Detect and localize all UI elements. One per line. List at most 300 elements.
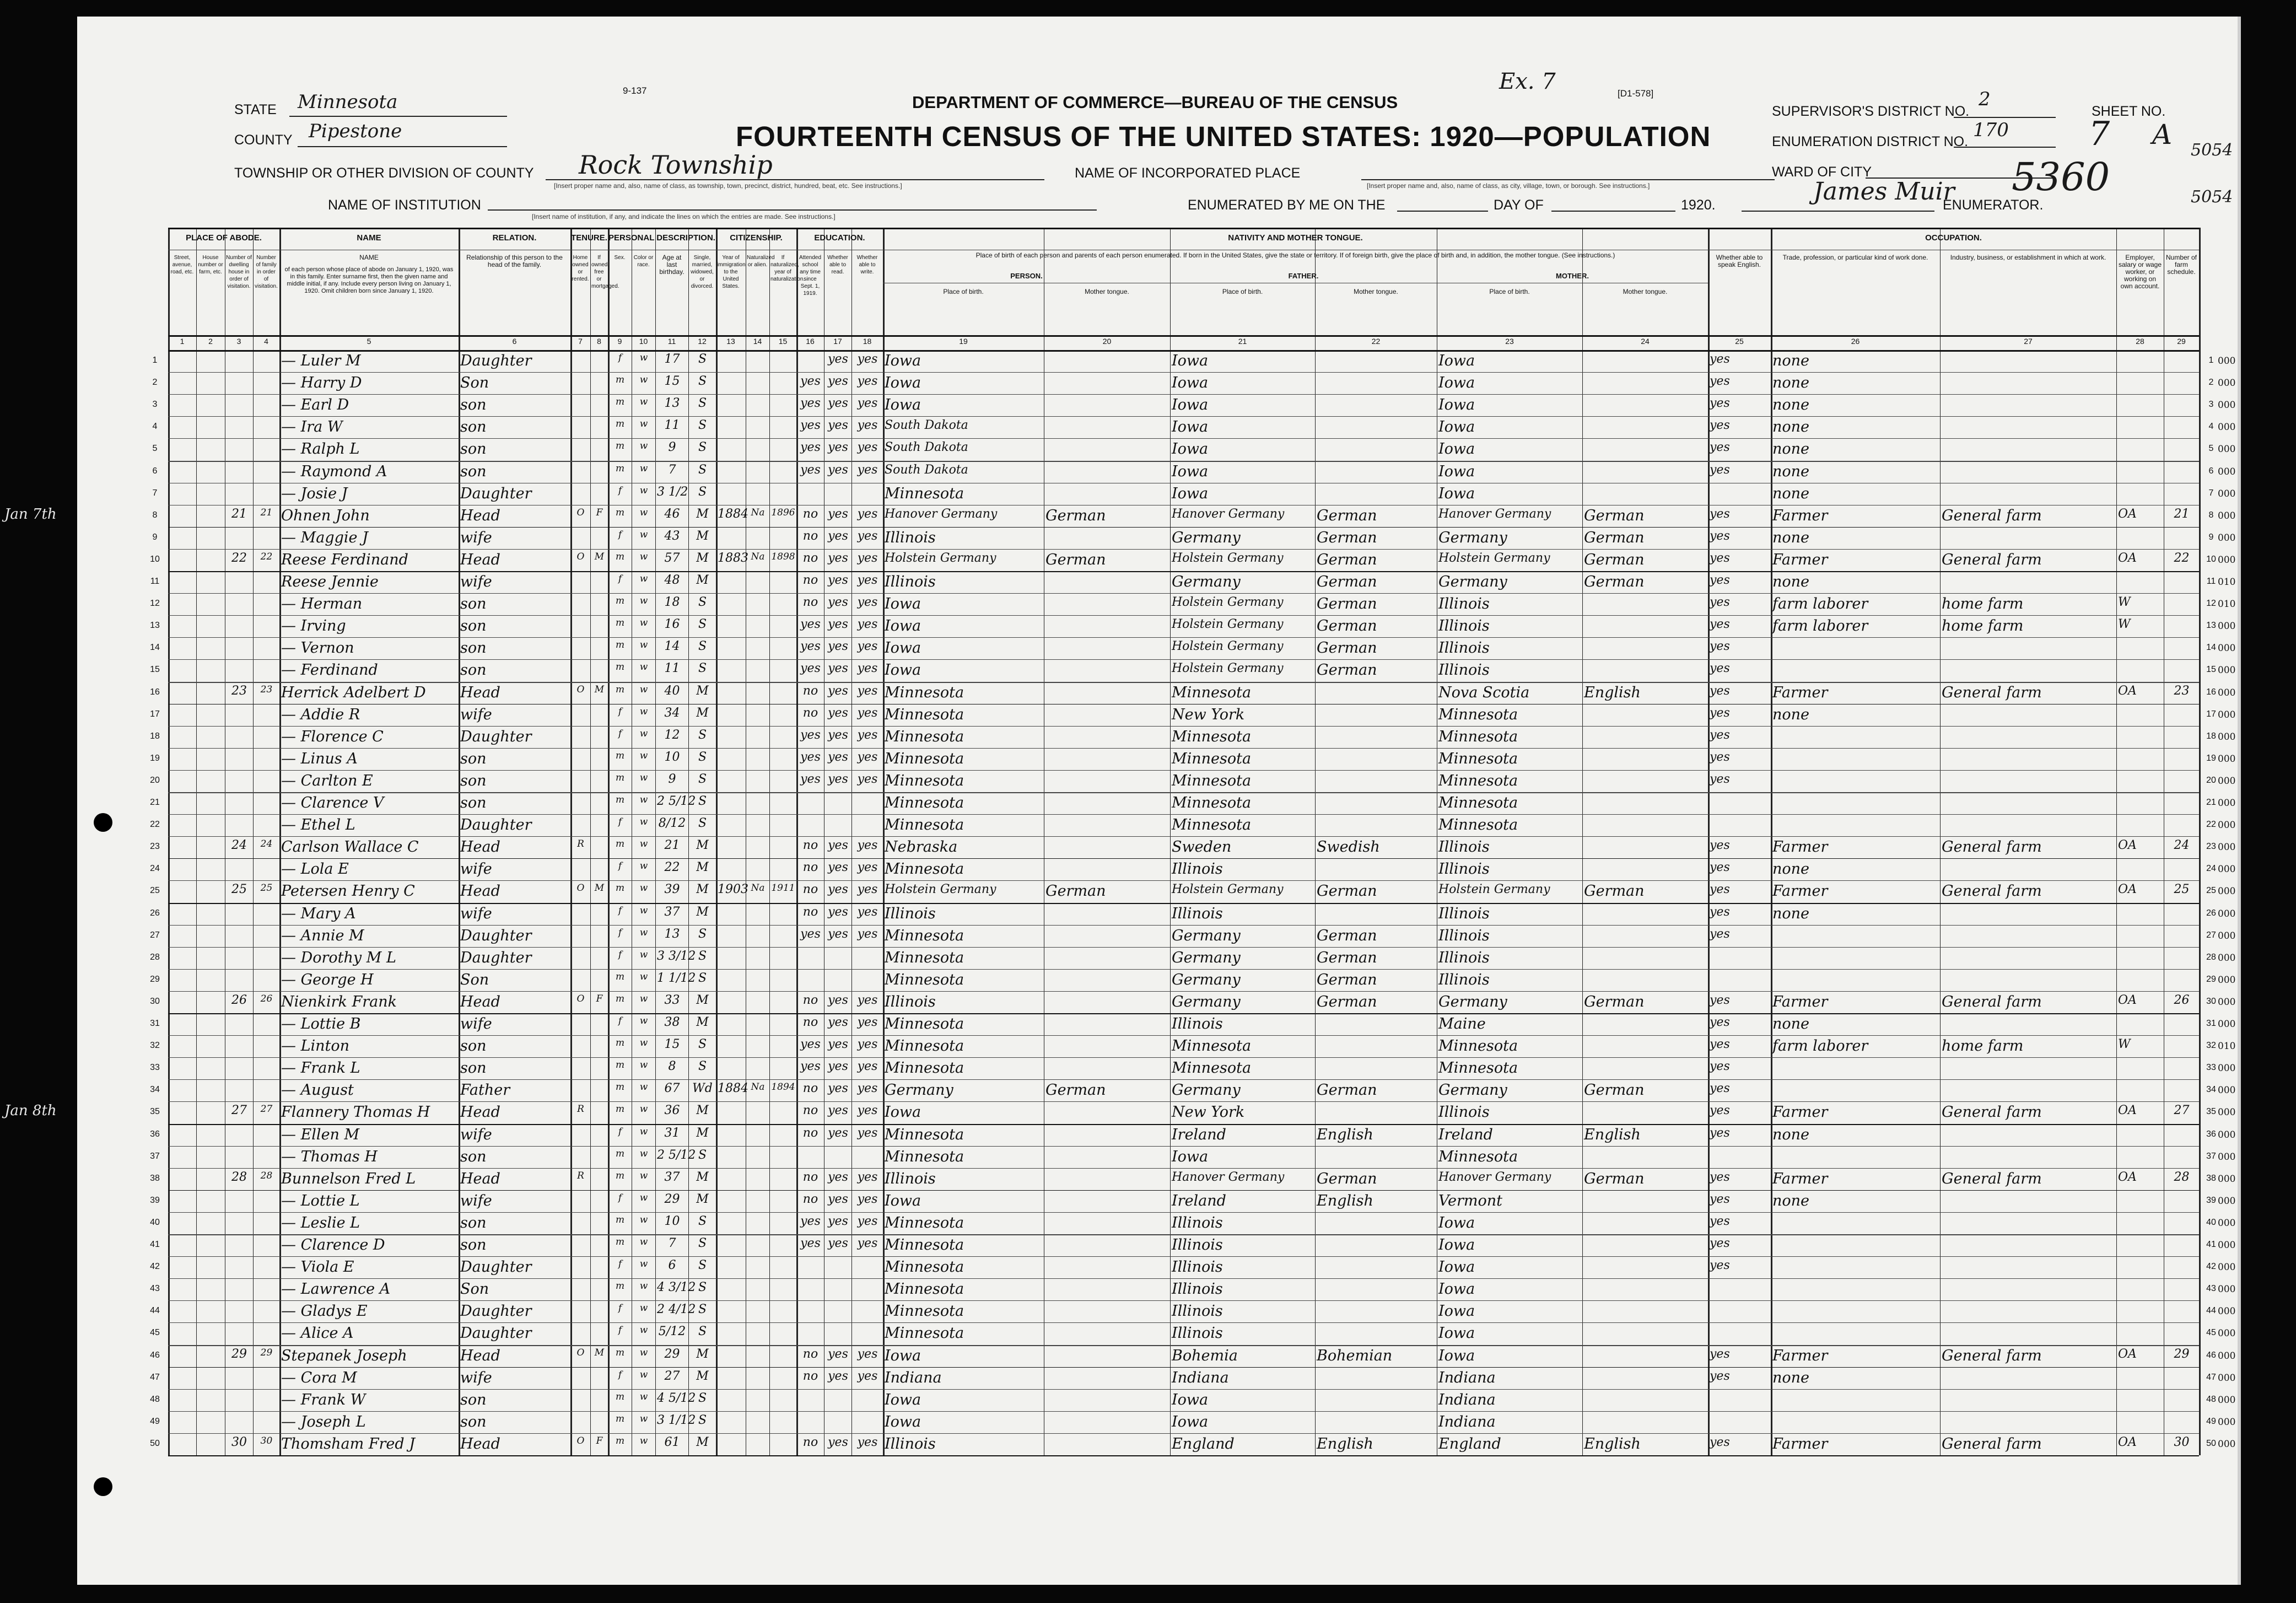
cell-pob: Iowa xyxy=(885,1104,921,1121)
cell-race: w xyxy=(639,860,648,872)
cell-eng: yes xyxy=(1710,1015,1730,1029)
column-number: 13 xyxy=(726,337,735,346)
row-divider xyxy=(168,880,2199,881)
cell-mpob: Germany xyxy=(1438,573,1507,590)
cell-trade: farm laborer xyxy=(1772,617,1868,634)
cell-ms: S xyxy=(698,661,707,675)
column-divider xyxy=(716,228,718,1455)
column-number: 2 xyxy=(208,337,213,346)
row-divider xyxy=(168,1322,2199,1323)
incorporated-note: [Insert proper name and, also, name of class, as city, village, town, or borough. See instructions.] xyxy=(1367,182,1650,190)
cell-ind: home farm xyxy=(1942,1037,2024,1055)
cell-name: Nienkirk Frank xyxy=(281,993,397,1010)
cell-ms: S xyxy=(698,639,707,653)
cell-age: 10 xyxy=(664,1214,680,1228)
cell-name: — Florence C xyxy=(281,728,384,745)
row-number: 25 xyxy=(2206,886,2216,895)
cell-eng: yes xyxy=(1710,1170,1730,1184)
cell-age: 13 xyxy=(664,927,680,941)
cell-age: 46 xyxy=(664,507,680,521)
cell-sch: no xyxy=(802,1435,818,1449)
column-divider xyxy=(196,228,197,1455)
row-divider xyxy=(168,593,2199,594)
cell-name: — Harry D xyxy=(281,374,362,391)
cell-pob: Minnesota xyxy=(885,1214,964,1231)
cell-rel: Daughter xyxy=(460,816,532,833)
right-margin-figure: 000 xyxy=(2218,1373,2236,1384)
cell-ms: S xyxy=(698,1037,707,1051)
cell-eng: yes xyxy=(1710,772,1730,786)
cell-sex: m xyxy=(615,1059,625,1071)
cell-name: Petersen Henry C xyxy=(281,883,415,900)
cell-rel: Head xyxy=(460,1347,500,1364)
cell-mpob: Minnesota xyxy=(1438,750,1518,767)
cell-sex: f xyxy=(618,706,622,717)
cell-dw: 29 xyxy=(231,1347,247,1361)
cell-dw: 30 xyxy=(231,1435,247,1449)
cell-sex: f xyxy=(618,573,622,584)
cell-pob: Minnesota xyxy=(885,485,964,502)
cell-write: yes xyxy=(857,706,878,720)
cell-ind: home farm xyxy=(1942,595,2024,612)
cell-fpob: Illinois xyxy=(1172,1303,1223,1320)
cell-age: 40 xyxy=(664,684,680,698)
cell-age: 27 xyxy=(664,1369,680,1383)
cell-rel: son xyxy=(460,1059,487,1077)
cell-mpob: Illinois xyxy=(1438,595,1490,612)
cell-eng: yes xyxy=(1710,352,1730,366)
cell-mpob: Illinois xyxy=(1438,617,1490,634)
cell-sch: no xyxy=(802,573,818,587)
cell-race: w xyxy=(639,750,648,761)
cell-sex: m xyxy=(615,1281,625,1292)
cell-emp: OA xyxy=(2118,1104,2137,1117)
cell-farm: 30 xyxy=(2174,1435,2190,1449)
group-header: EDUCATION. xyxy=(814,233,865,243)
row-divider xyxy=(168,1168,2199,1169)
cell-mtongue: German xyxy=(1584,573,1645,590)
cell-write: yes xyxy=(857,352,878,366)
row-divider xyxy=(168,991,2199,992)
cell-emp: W xyxy=(2118,1037,2131,1051)
cell-sex: m xyxy=(615,794,625,805)
row-number: 22 xyxy=(150,820,160,829)
row-divider xyxy=(168,1190,2199,1191)
township-line xyxy=(546,179,1044,180)
cell-ms: S xyxy=(698,1214,707,1228)
cell-fpob: Germany xyxy=(1172,1082,1241,1099)
incorporated-label: NAME OF INCORPORATED PLACE xyxy=(1075,165,1301,181)
cell-write: yes xyxy=(857,617,878,631)
census-table xyxy=(150,228,2236,1534)
cell-read: yes xyxy=(828,595,848,609)
cell-mpob: Iowa xyxy=(1438,463,1475,480)
row-divider xyxy=(168,1389,2199,1390)
cell-sex: m xyxy=(615,551,625,562)
column-header: If owned, free or mortgaged. xyxy=(591,255,619,289)
cell-name: — Herman xyxy=(281,595,363,612)
cell-trade: Farmer xyxy=(1772,1435,1828,1453)
row-number: 11 xyxy=(150,577,160,586)
cell-pob: Minnesota xyxy=(885,1059,964,1077)
row-number: 6 xyxy=(152,466,158,476)
cell-rel: Daughter xyxy=(460,1258,532,1276)
cell-mpob: Iowa xyxy=(1438,374,1475,391)
cell-age: 38 xyxy=(664,1015,680,1029)
row-number: 35 xyxy=(150,1107,160,1116)
row-divider xyxy=(168,1455,2199,1456)
row-number: 48 xyxy=(2206,1395,2216,1404)
cell-read: yes xyxy=(828,860,848,874)
row-divider xyxy=(168,748,2199,749)
cell-sex: m xyxy=(615,1214,625,1225)
cell-mtongue: English xyxy=(1584,684,1641,701)
cell-eng: yes xyxy=(1710,1059,1730,1073)
cell-own: R xyxy=(577,838,584,849)
sheet-label: SHEET NO. xyxy=(2092,104,2166,119)
cell-name: — Addie R xyxy=(281,706,360,723)
cell-sch: yes xyxy=(800,418,821,432)
cell-rel: Head xyxy=(460,507,500,524)
cell-rel: Head xyxy=(460,1170,500,1187)
column-divider xyxy=(688,228,689,1455)
cell-mpob: Minnesota xyxy=(1438,706,1518,723)
cell-imm: 1884 xyxy=(718,1082,748,1095)
cell-pob: Nebraska xyxy=(885,838,958,856)
cell-ms: M xyxy=(696,1104,709,1117)
cell-eng: yes xyxy=(1710,374,1730,388)
row-divider xyxy=(168,394,2199,395)
right-margin-figure: 000 xyxy=(2218,466,2236,477)
cell-pob: Iowa xyxy=(885,1413,921,1430)
cell-ms: S xyxy=(698,1236,707,1250)
cell-fpob: Germany xyxy=(1172,529,1241,546)
cell-name: — Raymond A xyxy=(281,463,387,480)
cell-pob: Minnesota xyxy=(885,860,964,878)
cell-write: yes xyxy=(857,661,878,675)
cell-ind: home farm xyxy=(1942,617,2024,634)
right-margin-figure: 000 xyxy=(2218,1174,2236,1185)
cell-name: — Josie J xyxy=(281,485,348,502)
column-header: Color or race. xyxy=(633,255,654,268)
cell-rel: son xyxy=(460,1413,487,1430)
cell-read: yes xyxy=(828,1435,848,1449)
cell-trade: none xyxy=(1772,463,1810,480)
cell-natyr: 1911 xyxy=(771,883,795,894)
cell-mpob: Illinois xyxy=(1438,860,1490,878)
row-number: 15 xyxy=(150,665,160,674)
cell-sex: m xyxy=(615,396,625,407)
cell-pob: Minnesota xyxy=(885,1037,964,1055)
cell-read: yes xyxy=(828,1015,848,1029)
cell-rel: son xyxy=(460,418,487,435)
column-header: If naturalized, year of naturalization. xyxy=(770,255,805,282)
cell-mpob: Minnesota xyxy=(1438,1148,1518,1165)
row-number: 25 xyxy=(150,886,160,895)
cell-mpob: Minnesota xyxy=(1438,772,1518,789)
name-instructions: of each person whose place of abode on January 1, 1920, was in this family. Enter surname first, then the given name and middle initial, if any. Include every person living on January 1, 1920. Omit children born since January 1, 1920. xyxy=(284,266,454,294)
cell-race: w xyxy=(639,1059,648,1071)
cell-sch: yes xyxy=(800,374,821,388)
right-margin-figure: 000 xyxy=(2218,731,2236,743)
cell-name: — Linton xyxy=(281,1037,350,1055)
column-number: 27 xyxy=(2024,337,2033,346)
cell-sex: f xyxy=(618,352,622,363)
cell-age: 39 xyxy=(664,883,680,896)
cell-sex: m xyxy=(615,1170,625,1181)
cell-read: yes xyxy=(828,772,848,786)
cell-farm: 25 xyxy=(2174,883,2190,896)
cell-nat: Na xyxy=(751,883,765,894)
cell-sex: m xyxy=(615,1236,625,1247)
cell-age: 5/12 xyxy=(658,1325,686,1338)
ward-label: WARD OF CITY xyxy=(1772,164,1872,180)
cell-write: yes xyxy=(857,1170,878,1184)
cell-mort: M xyxy=(594,551,605,562)
top-mark: Ex. 7 xyxy=(1499,69,1556,94)
cell-read: yes xyxy=(828,1192,848,1206)
cell-sex: m xyxy=(615,684,625,695)
cell-mpob: Holstein Germany xyxy=(1438,551,1550,565)
cell-pob: Illinois xyxy=(885,1170,936,1187)
column-number: 6 xyxy=(512,337,517,346)
cell-fpob: Iowa xyxy=(1172,374,1209,391)
right-margin-figure: 000 xyxy=(2218,1129,2236,1141)
right-margin-figure: 000 xyxy=(2218,908,2236,919)
cell-trade: none xyxy=(1772,374,1810,391)
cell-eng: yes xyxy=(1710,1258,1730,1272)
group-header: RELATION. xyxy=(492,233,537,243)
cell-ftongue: German xyxy=(1317,993,1377,1010)
cell-read: yes xyxy=(828,352,848,366)
right-margin-figure: 000 xyxy=(2218,754,2236,765)
cell-age: 31 xyxy=(664,1126,680,1140)
cell-dw: 23 xyxy=(231,684,247,698)
cell-age: 18 xyxy=(664,595,680,609)
row-divider xyxy=(168,659,2199,660)
cell-nat: Na xyxy=(751,507,765,518)
stamp-number: 5360 xyxy=(2012,154,2110,200)
row-number: 37 xyxy=(150,1152,160,1161)
cell-sch: no xyxy=(802,905,818,919)
cell-name: Flannery Thomas H xyxy=(281,1104,430,1121)
cell-pob: Iowa xyxy=(885,617,921,634)
cell-pob: Minnesota xyxy=(885,1303,964,1320)
cell-write: yes xyxy=(857,1192,878,1206)
cell-race: w xyxy=(639,838,648,849)
cell-ms: M xyxy=(696,1015,709,1029)
column-number: 16 xyxy=(806,337,815,346)
cell-write: yes xyxy=(857,927,878,941)
cell-read: yes xyxy=(828,750,848,764)
cell-mpob: Illinois xyxy=(1438,1104,1490,1121)
row-number: 34 xyxy=(150,1085,160,1094)
column-number: 15 xyxy=(778,337,788,346)
cell-ind: General farm xyxy=(1942,684,2042,701)
cell-dw: 22 xyxy=(231,551,247,565)
row-divider xyxy=(168,549,2199,550)
county-value: Pipestone xyxy=(309,120,402,142)
cell-rel: wife xyxy=(460,1015,492,1032)
cell-dw: 25 xyxy=(231,883,247,896)
cell-mort: M xyxy=(594,883,605,894)
right-margin-figure: 000 xyxy=(2218,1417,2236,1428)
cell-ms: S xyxy=(698,1413,707,1427)
cell-write: yes xyxy=(857,1435,878,1449)
cell-eng: yes xyxy=(1710,728,1730,742)
nativity-subheader: FATHER. xyxy=(1288,272,1319,280)
row-number: 5 xyxy=(2208,444,2214,453)
cell-race: w xyxy=(639,1391,648,1402)
right-margin-figure: 000 xyxy=(2218,842,2236,853)
cell-sch: yes xyxy=(800,617,821,631)
cell-trade: none xyxy=(1772,905,1810,922)
cell-fpob: Illinois xyxy=(1172,1258,1223,1276)
cell-ms: M xyxy=(696,883,709,896)
cell-name: — Ellen M xyxy=(281,1126,360,1143)
year-label: 1920. xyxy=(1681,197,1716,213)
row-divider xyxy=(168,1101,2199,1102)
cell-read: yes xyxy=(828,661,848,675)
cell-sex: m xyxy=(615,1391,625,1402)
row-number: 26 xyxy=(2206,908,2216,918)
cell-eng: yes xyxy=(1710,993,1730,1007)
cell-natyr: 1896 xyxy=(771,507,795,518)
cell-sex: f xyxy=(618,927,622,938)
row-divider xyxy=(168,1124,2199,1125)
cell-sch: yes xyxy=(800,927,821,941)
column-header: Attended school any time since Sept. 1, 1919. xyxy=(799,255,822,297)
cell-write: yes xyxy=(857,1214,878,1228)
cell-mpob: Minnesota xyxy=(1438,728,1518,745)
cell-ms: M xyxy=(696,1126,709,1140)
cell-sch: no xyxy=(802,1369,818,1383)
margin-date-note: Jan 7th xyxy=(4,506,57,523)
cell-eng: yes xyxy=(1710,418,1730,432)
cell-trade: none xyxy=(1772,440,1810,458)
cell-mpob: Indiana xyxy=(1438,1413,1496,1430)
cell-rel: son xyxy=(460,396,487,413)
supervisor-value: 2 xyxy=(1979,88,1991,110)
sheet-suffix: A xyxy=(2152,119,2173,150)
right-margin-figure: 000 xyxy=(2218,422,2236,433)
cell-pob: Iowa xyxy=(885,396,921,413)
cell-race: w xyxy=(639,352,648,363)
cell-eng: yes xyxy=(1710,684,1730,698)
right-margin-figure: 000 xyxy=(2218,665,2236,676)
cell-read: yes xyxy=(828,396,848,410)
column-number-border xyxy=(168,350,2199,352)
cell-mtongue: German xyxy=(1584,993,1645,1010)
right-margin-figure: 000 xyxy=(2218,1240,2236,1251)
cell-ftongue: German xyxy=(1317,573,1377,590)
cell-rel: Daughter xyxy=(460,1303,532,1320)
cell-fpob: Iowa xyxy=(1172,1413,1209,1430)
column-number: 12 xyxy=(698,337,707,346)
cell-sex: f xyxy=(618,1258,622,1270)
cell-fpob: Minnesota xyxy=(1172,794,1252,811)
cell-pob: Illinois xyxy=(885,573,936,590)
column-header: Street, avenue, road, etc. xyxy=(170,255,194,275)
row-number: 45 xyxy=(2206,1328,2216,1337)
column-header: Mother tongue. xyxy=(1354,288,1398,295)
cell-ftongue: Swedish xyxy=(1317,838,1380,856)
cell-rel: Son xyxy=(460,374,489,391)
cell-name: — Lawrence A xyxy=(281,1281,391,1298)
right-margin-figure: 000 xyxy=(2218,488,2236,499)
cell-ftongue: German xyxy=(1317,639,1377,657)
cell-sch: no xyxy=(802,838,818,852)
cell-trade: none xyxy=(1772,1369,1810,1386)
cell-pob: Germany xyxy=(885,1082,953,1099)
right-margin-figure: 000 xyxy=(2218,953,2236,964)
row-number: 42 xyxy=(2206,1262,2216,1271)
group-header: OCCUPATION. xyxy=(1925,233,1982,243)
cell-ms: M xyxy=(696,860,709,874)
cell-sex: f xyxy=(618,949,622,960)
right-margin-figure: 000 xyxy=(2218,930,2236,942)
cell-fpob: Hanover Germany xyxy=(1172,507,1285,521)
cell-fpob: Ireland xyxy=(1172,1126,1226,1143)
cell-ms: S xyxy=(698,816,707,830)
group-header: PERSONAL DESCRIPTION. xyxy=(608,233,715,243)
cell-mpob: Hanover Germany xyxy=(1438,507,1551,521)
cell-ms: M xyxy=(696,684,709,698)
cell-write: yes xyxy=(857,1059,878,1073)
cell-read: yes xyxy=(828,927,848,941)
column-number: 7 xyxy=(578,337,583,346)
column-header: House number or farm, etc. xyxy=(198,255,223,275)
row-divider xyxy=(168,372,2199,373)
cell-write: yes xyxy=(857,374,878,388)
cell-mpob: Iowa xyxy=(1438,396,1475,413)
cell-race: w xyxy=(639,440,648,451)
cell-read: yes xyxy=(828,374,848,388)
cell-name: — Gladys E xyxy=(281,1303,368,1320)
cell-write: yes xyxy=(857,728,878,742)
nativity-subheader: PERSON. xyxy=(1010,272,1043,280)
row-number: 47 xyxy=(150,1373,160,1382)
row-number: 31 xyxy=(150,1019,160,1028)
cell-write: yes xyxy=(857,1369,878,1383)
cell-sex: m xyxy=(615,750,625,761)
cell-write: yes xyxy=(857,639,878,653)
row-divider xyxy=(168,969,2199,970)
column-number: 11 xyxy=(667,337,676,346)
cell-race: w xyxy=(639,595,648,606)
cell-write: yes xyxy=(857,418,878,432)
cell-pob: Minnesota xyxy=(885,1325,964,1342)
cell-write: yes xyxy=(857,883,878,896)
cell-sch: no xyxy=(802,1104,818,1117)
cell-mpob: Illinois xyxy=(1438,949,1490,966)
row-divider xyxy=(168,1079,2199,1080)
institution-note: [Insert name of institution, if any, and indicate the lines on which the entries are made. See instructions.] xyxy=(532,213,836,220)
column-number: 8 xyxy=(597,337,601,346)
right-margin-figure: 010 xyxy=(2218,599,2236,610)
cell-natyr: 1898 xyxy=(771,551,795,562)
table-top-border xyxy=(168,228,2199,229)
cell-fpob: Germany xyxy=(1172,971,1241,988)
name-column-header: NAME xyxy=(359,254,379,261)
cell-fpob: Iowa xyxy=(1172,440,1209,458)
cell-own: R xyxy=(577,1170,584,1181)
cell-ftongue: German xyxy=(1317,507,1377,524)
cell-read: yes xyxy=(828,529,848,543)
cell-ftongue: German xyxy=(1317,529,1377,546)
cell-eng: yes xyxy=(1710,1037,1730,1051)
cell-mpob: England xyxy=(1438,1435,1501,1453)
